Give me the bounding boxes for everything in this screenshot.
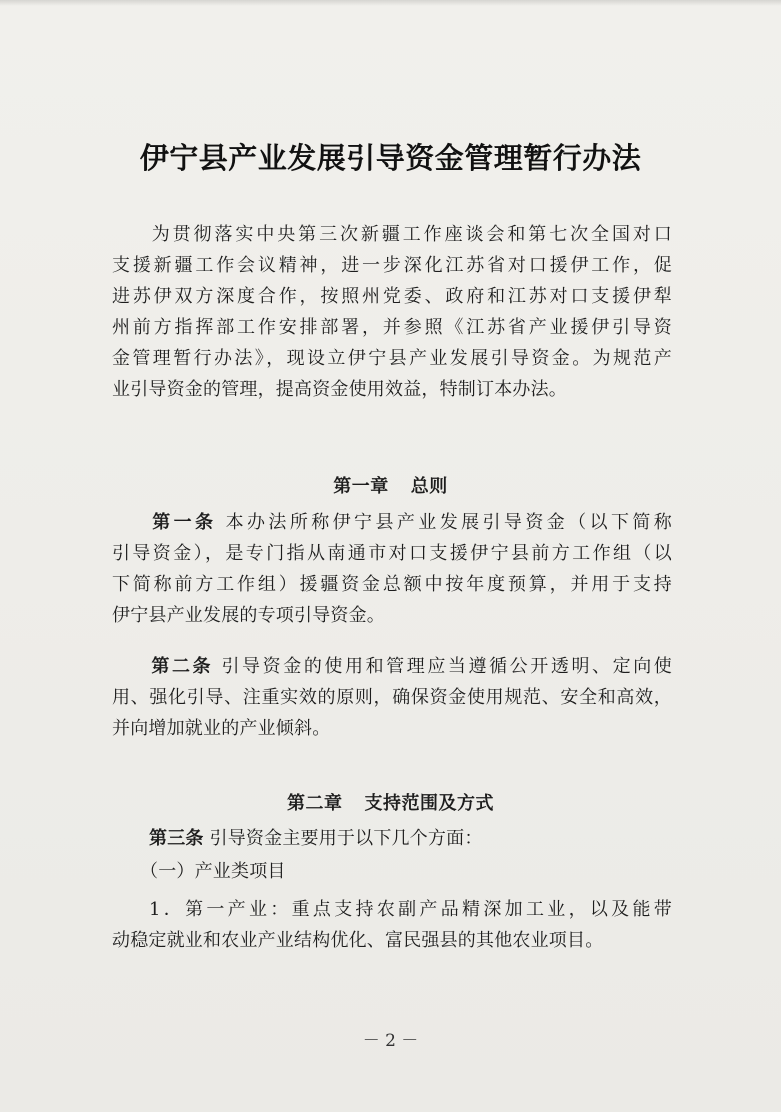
preamble-paragraph xyxy=(112,219,672,405)
preamble-line: 为贯彻落实中央第三次新疆工作座谈会和第七次全国对口 xyxy=(149,224,672,245)
article-paragraph xyxy=(112,651,672,744)
article-line: 第二条 引导资金的使用和管理应当遵循公开透明、定向使 xyxy=(149,656,672,677)
item-line: （一）产业类项目 xyxy=(140,861,286,882)
chapter-heading xyxy=(0,472,781,498)
preamble-line: 州前方指挥部工作安排部署，并参照《江苏省产业援伊引导资 xyxy=(112,317,672,338)
preamble-line: 支援新疆工作会议精神，进一步深化江苏省对口援伊工作，促 xyxy=(112,255,672,276)
chapter-name: 支持范围及方式 xyxy=(364,793,494,814)
list-item xyxy=(112,856,672,887)
chapter-number: 第一章 xyxy=(333,476,389,497)
article-label: 第三条 xyxy=(149,828,204,849)
article-line: 第一条 本办法所称伊宁县产业发展引导资金（以下简称 xyxy=(149,512,673,533)
item-line: 1．第一产业：重点支持农副产品精深加工业，以及能带 xyxy=(149,899,672,920)
article-line: 第三条 引导资金主要用于以下几个方面： xyxy=(149,828,483,849)
preamble-line: 金管理暂行办法》，现设立伊宁县产业发展引导资金。为规范产 xyxy=(112,348,672,369)
page-number: － 2 － xyxy=(362,1031,419,1051)
chapter-number: 第二章 xyxy=(287,793,343,814)
article-line: 引导资金），是专门指从南通市对口支援伊宁县前方工作组（以 xyxy=(112,543,672,564)
item-line: 动稳定就业和农业产业结构优化、富民强县的其他农业项目。 xyxy=(112,930,604,951)
article-line: 用、强化引导、注重实效的原则，确保资金使用规范、安全和高效， xyxy=(112,687,672,708)
article-line: 伊宁县产业发展的专项引导资金。 xyxy=(112,605,385,626)
article-label: 第二条 xyxy=(149,656,214,677)
article-label: 第一条 xyxy=(149,512,217,533)
chapter-name: 总则 xyxy=(410,476,448,497)
document-title: 伊宁县产业发展引导资金管理暂行办法 xyxy=(139,141,642,175)
article-line: 并向增加就业的产业倾斜。 xyxy=(112,718,331,739)
article-line: 下简称前方工作组）援疆资金总额中按年度预算，并用于支持 xyxy=(112,574,672,595)
article-paragraph xyxy=(112,507,672,631)
article-paragraph xyxy=(112,823,672,854)
scan-edge xyxy=(0,0,781,6)
chapter-heading xyxy=(0,789,781,815)
preamble-line: 进苏伊双方深度合作，按照州党委、政府和江苏对口支援伊犁 xyxy=(112,286,672,307)
list-item xyxy=(112,894,672,956)
preamble-line: 业引导资金的管理，提高资金使用效益，特制订本办法。 xyxy=(112,379,567,400)
